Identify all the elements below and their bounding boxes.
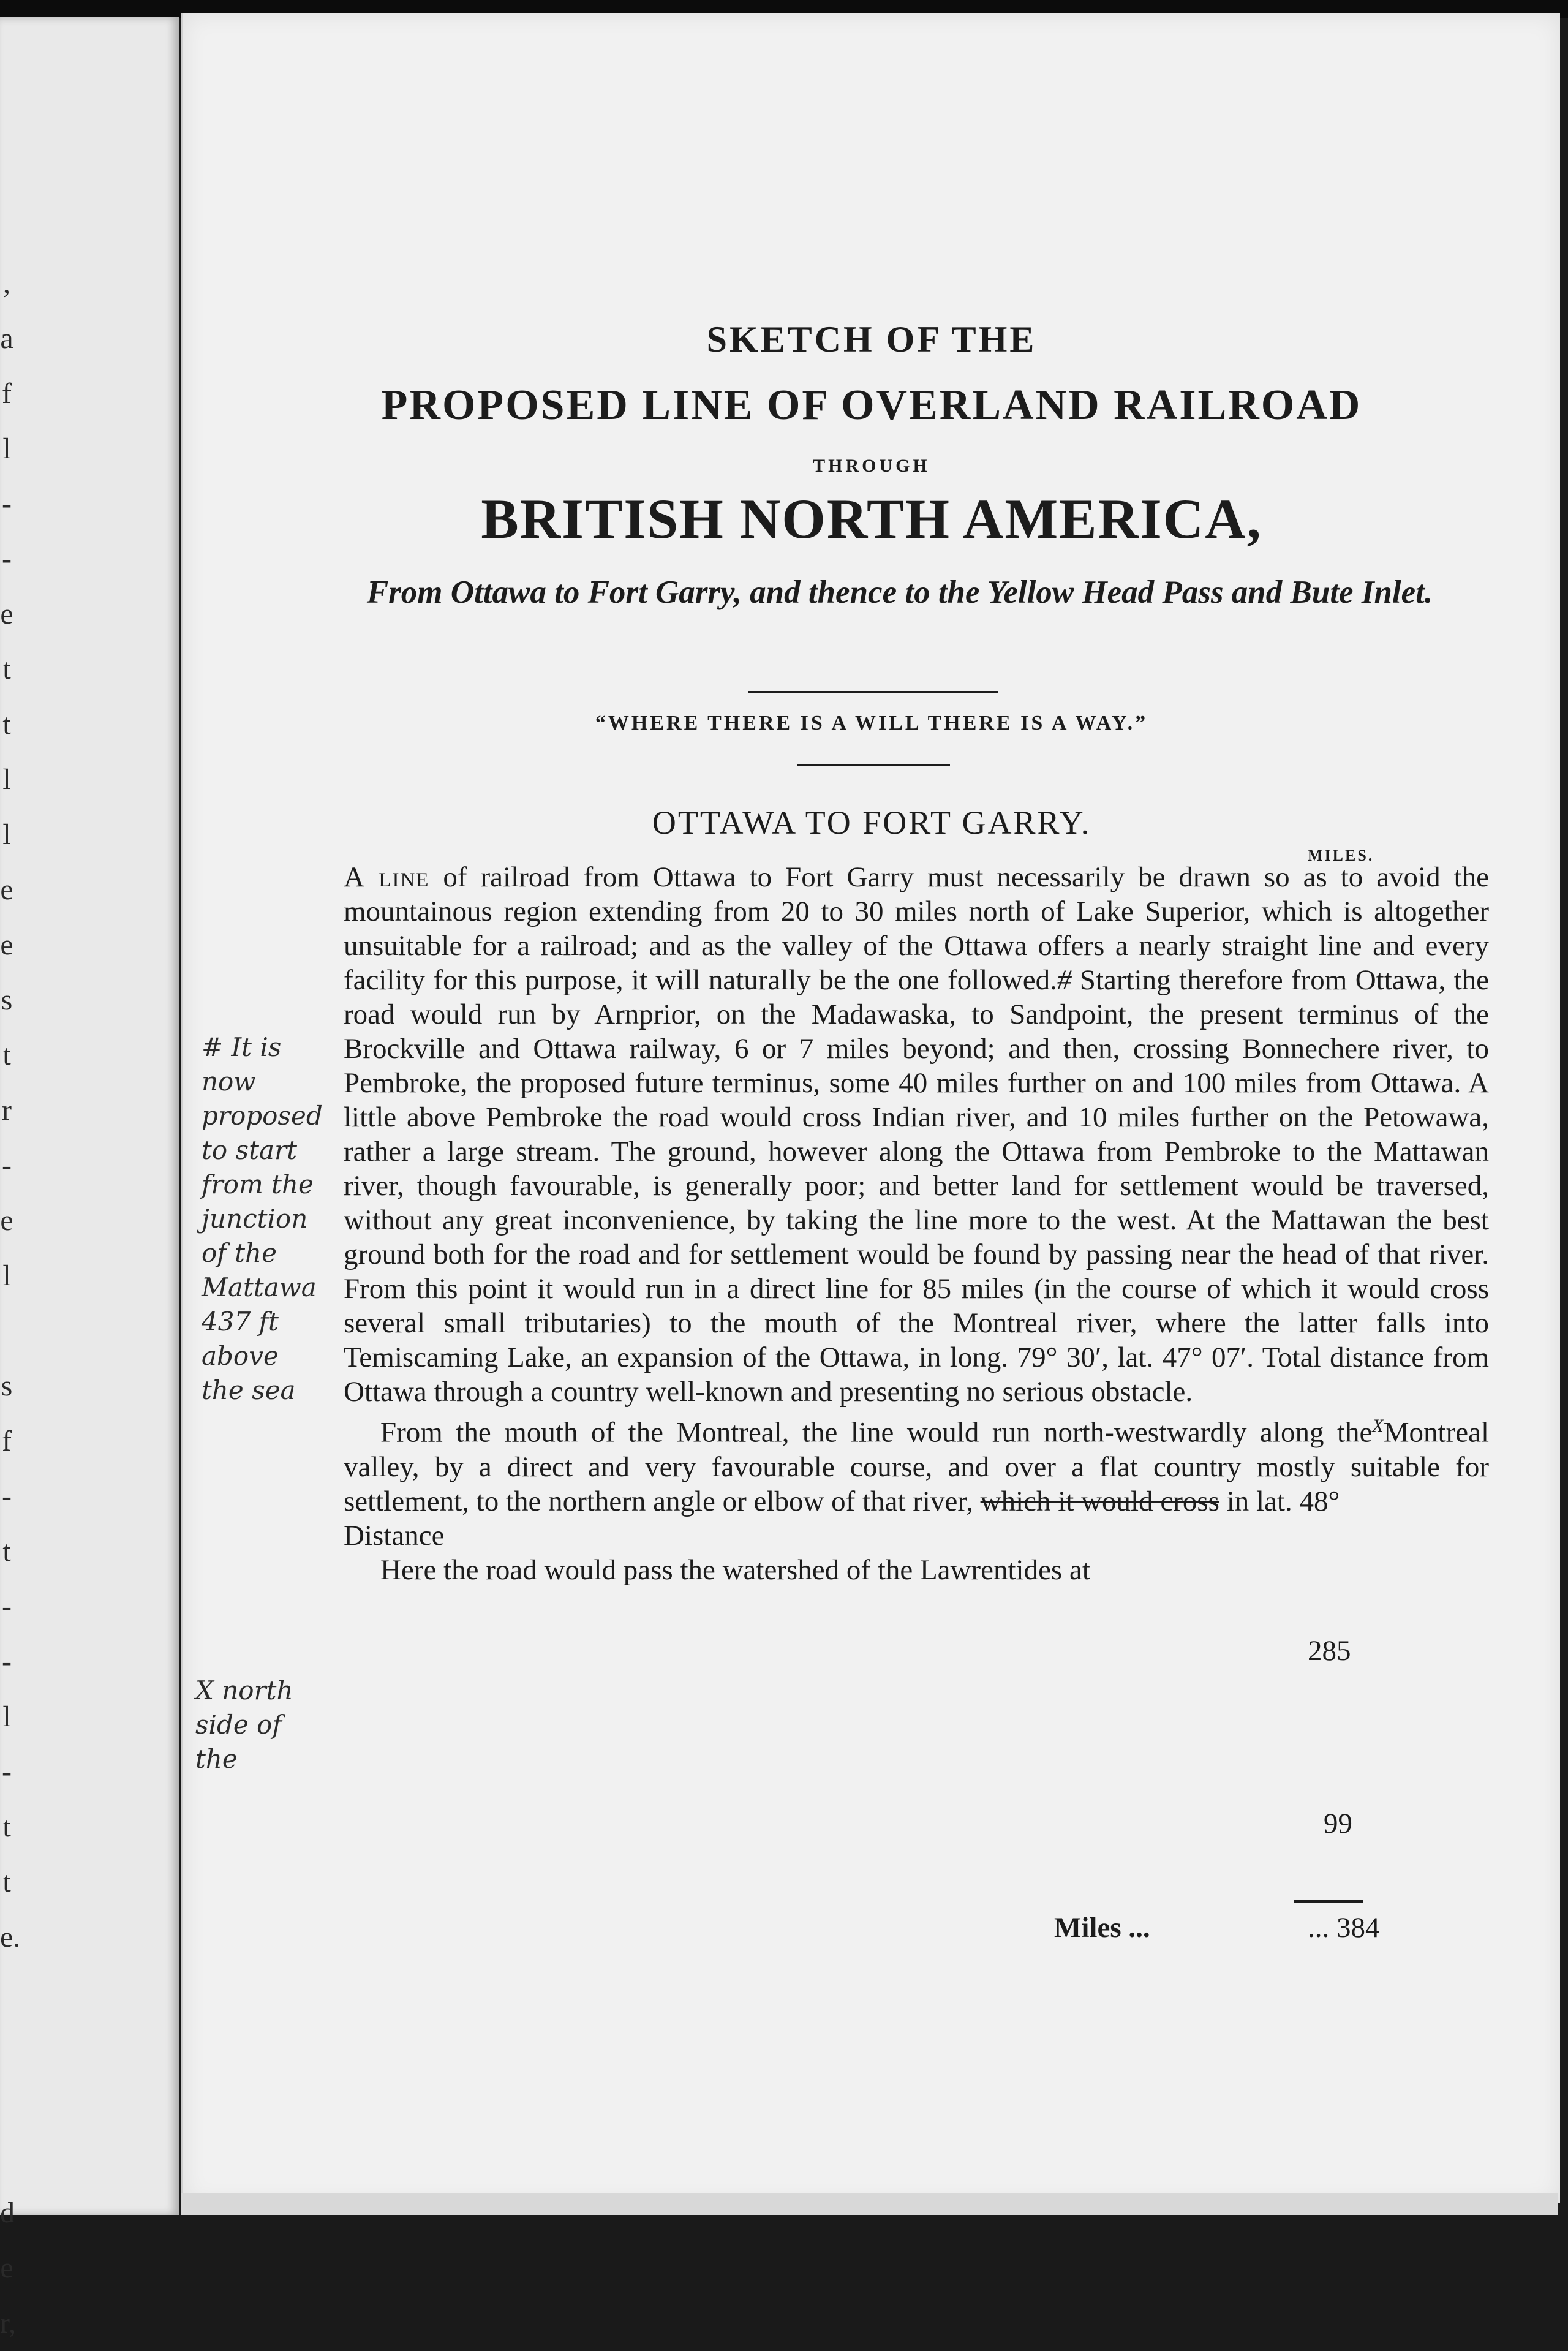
paragraph-1	[344, 860, 1489, 1409]
paragraph-2-a: From the mouth of the Montreal, the line would run north-westwardly along the	[380, 1416, 1373, 1449]
distance-99: 99	[1324, 1808, 1352, 1840]
miles-total-number: 384	[1336, 1912, 1380, 1944]
insertion-mark: #	[1057, 964, 1072, 996]
handwritten-note-line: proposed	[202, 1101, 323, 1131]
document-page	[181, 13, 1560, 2203]
facing-page-fragment: e	[0, 874, 13, 906]
handwritten-note-line: from the	[202, 1169, 314, 1199]
facing-page-fragment: t	[2, 653, 11, 685]
title-rule	[748, 691, 998, 693]
section-heading: OTTAWA TO FORT GARRY.	[652, 804, 1091, 841]
handwritten-note-line: # It is	[202, 1032, 282, 1062]
facing-page-fragment: e	[0, 929, 13, 961]
handwritten-note-line: 437 ft	[202, 1307, 279, 1337]
miles-total-label: Miles ...	[1054, 1912, 1150, 1944]
facing-page-fragment: r	[2, 1094, 12, 1126]
facing-page-fragment: -	[2, 488, 12, 520]
title-line-3: THROUGH	[813, 456, 930, 476]
handwritten-note-line: junction	[202, 1204, 308, 1234]
handwritten-note-line: of the	[202, 1238, 277, 1268]
facing-page-fragment: -	[2, 1756, 12, 1788]
facing-page-edge	[0, 17, 179, 2339]
facing-page-fragment: l	[2, 1700, 11, 1733]
facing-page-fragment: t	[2, 1866, 11, 1898]
paragraph-1-text: of railroad from Ottawa to Fort Garry must necessarily be drawn so as to avoid the mountainous region extending from 20 to 30 miles north of Lake Superior, which is altogether unsuitable for a railroad; and as the valley of the Ottawa offers a nearly straight line and every facility for this purpose, it will naturally be the one followed.	[344, 861, 1489, 996]
facing-page-fragment: -	[2, 1590, 12, 1623]
title-line-4: BRITISH NORTH AMERICA,	[481, 488, 1262, 550]
facing-page-fragment: -	[2, 1480, 12, 1512]
facing-page-fragment: r,	[0, 2307, 17, 2339]
facing-page-fragment	[0, 1304, 13, 1359]
facing-page-fragment: e	[0, 1204, 13, 1237]
handwritten-note-line: now	[202, 1066, 256, 1096]
handwritten-note-line: X north	[195, 1675, 293, 1705]
handwritten-note-line: Mattawa	[202, 1272, 317, 1302]
miles-total-dots: ...	[1308, 1912, 1330, 1944]
sum-rule	[1294, 1900, 1363, 1903]
handwritten-note-line: side of	[195, 1710, 282, 1740]
facing-page-fragment	[0, 2075, 13, 2130]
facing-page-fragment: t	[2, 708, 11, 741]
facing-page-fragment: l	[2, 818, 11, 851]
facing-page-fragment: e	[0, 2252, 13, 2284]
paragraph-3: Here the road would pass the watershed of the Lawrentides at	[380, 1553, 1090, 1586]
distance-285: 285	[1308, 1635, 1351, 1667]
handwritten-note-1	[202, 1030, 349, 1408]
facing-page-fragment: -	[2, 1149, 12, 1182]
facing-page-fragment: e	[0, 598, 13, 630]
motto-rule	[797, 764, 950, 766]
facing-page-fragment: f	[2, 1425, 12, 1457]
motto: “WHERE THERE IS A WILL THERE IS A WAY.”	[595, 712, 1148, 734]
page-bottom-shadow	[181, 2193, 1558, 2215]
facing-page-fragment: l	[2, 432, 11, 465]
facing-page-fragments	[0, 256, 21, 2351]
paragraph-2	[344, 1409, 1489, 1553]
facing-page-fragment: l	[2, 763, 11, 796]
facing-page-fragment	[0, 1965, 13, 2020]
handwritten-note-2	[195, 1674, 342, 1776]
facing-page-fragment: -	[2, 1645, 12, 1678]
facing-page-fragment: l	[2, 1259, 11, 1292]
title-line-2: PROPOSED LINE OF OVERLAND RAILROAD	[381, 382, 1362, 429]
handwritten-note-line: the	[195, 1744, 238, 1774]
handwritten-note-line: the sea	[202, 1375, 296, 1405]
body-text	[344, 860, 1489, 1587]
facing-page-fragment: a	[0, 322, 13, 355]
handwritten-note-line: above	[202, 1341, 279, 1371]
facing-page-fragment: d	[0, 2197, 15, 2229]
miles-total-value	[1308, 1911, 1380, 1944]
facing-page-fragment	[0, 2020, 13, 2075]
distance-label: Distance	[344, 1519, 445, 1552]
facing-page-fragment: t	[2, 1535, 11, 1568]
facing-page-fragment: e.	[0, 1921, 21, 1953]
facing-page-fragment: f	[2, 377, 12, 410]
facing-page-fragment: t	[2, 1039, 11, 1071]
paragraph-2-c: in lat. 48°	[1219, 1485, 1340, 1517]
paragraph-lead: A line	[344, 861, 430, 893]
facing-page-fragment: s	[1, 1370, 13, 1402]
title-line-1: SKETCH OF THE	[706, 319, 1037, 360]
facing-page-fragment: -	[2, 543, 12, 575]
insertion-mark-x: X	[1372, 1416, 1384, 1436]
miles-column-header: MILES.	[1308, 847, 1374, 864]
facing-page-fragment	[0, 2130, 13, 2186]
struck-text: which it would cross	[980, 1485, 1219, 1517]
facing-page-fragment: s	[1, 984, 13, 1016]
paragraph-1-rest: Starting therefore from Ottawa, the road would run by Arnprior, on the Madawaska, to Sandpoint, the present terminus of the Brockville and Ottawa railway, 6 or 7 miles beyond; and then, crossing Bonnechere river, to Pembroke, the proposed future terminus, some 40 miles further on and 100 miles from Ottawa. A little above Pembroke the road would cross Indian river, and 10 miles further on the Petowawa, rather a large stream. The ground, however along the Ottawa from Pembroke to the Mattawan river, though favourable, is generally poor; and better land for settlement would be traversed, without any great inconvenience, by taking the line more to the west. At the Mattawan the best ground both for the road and for settlement would be found by passing near the head of that river. From this point it would run in a direct line for 85 miles (in the course of which it would cross several small tributaries) to the mouth of the Montreal river, where the latter falls into Temiscaming Lake, an expansion of the Ottawa, in long. 79° 30′, lat. 47° 07′. Total distance from Ottawa through a country well-known and presenting no serious obstacle.	[344, 964, 1490, 1408]
subtitle: From Ottawa to Fort Garry, and thence to the Yellow Head Pass and Bute Inlet.	[366, 575, 1433, 610]
handwritten-note-line: to start	[202, 1135, 297, 1165]
paragraph-2-b: Montreal valley, by a direct and very favourable course, and over a flat country mostly suitable for settlement, to the northern angle or elbow of that river,	[344, 1416, 1489, 1517]
facing-page-fragment: t	[2, 1811, 11, 1843]
facing-page-fragment: ,	[3, 267, 10, 300]
